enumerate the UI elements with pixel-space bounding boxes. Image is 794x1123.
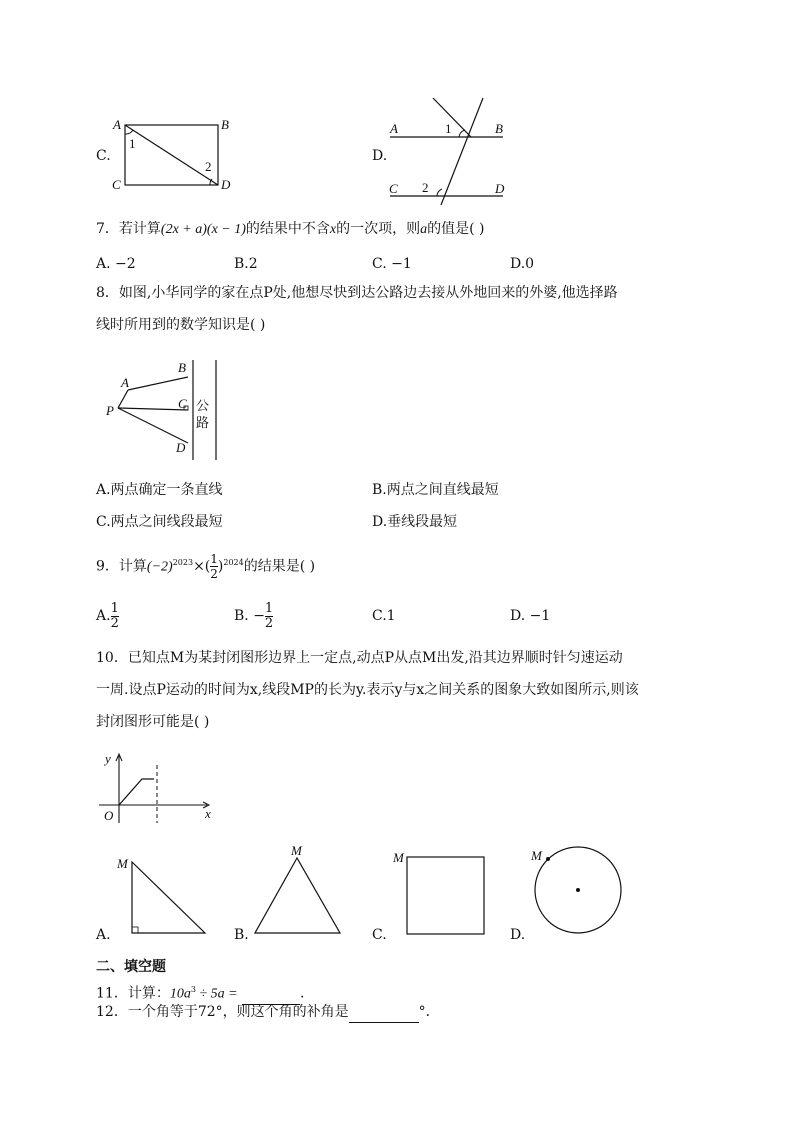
q8-option-d[interactable]: D.垂线段最短: [372, 514, 458, 530]
point-m-label: M: [531, 848, 542, 863]
q10-option-a[interactable]: A.: [96, 927, 111, 943]
line-d-label: D: [495, 181, 505, 196]
section-title: 二、填空题: [96, 959, 166, 975]
graph-x-label: x: [205, 806, 211, 821]
question-8-line2: 线时所用到的数学知识是( ): [96, 317, 266, 333]
option-c-label: C.: [96, 148, 111, 164]
vertex-b-label: B: [221, 117, 229, 132]
q8-option-c[interactable]: C.两点之间线段最短: [96, 514, 223, 530]
line-b-label: B: [495, 121, 503, 136]
point-m-label: M: [393, 850, 404, 865]
question-11: 11．计算：$10a^3 \div 5a$ = .: [96, 980, 304, 1005]
vertex-c-label: C: [112, 177, 121, 192]
point-d-label: D: [176, 440, 186, 455]
question-9: 9．计算$(-2)^{2023}\times$( $\frac{1}{2}$ )$^{2024}$的结果是( ): [96, 552, 316, 582]
question-10-line3: 封闭图形可能是( ): [96, 714, 210, 730]
point-m-label: M: [291, 843, 302, 858]
angle-1-label: 1: [129, 136, 136, 151]
line-c-label: C: [389, 181, 398, 196]
question-7: 7．若计算(2x + a)(x − 1)的结果中不含x的一次项，则a的值是( ): [96, 221, 485, 237]
point-p-label: P: [106, 403, 114, 418]
q10-option-b[interactable]: B.: [234, 927, 249, 943]
q7-option-a[interactable]: A. −2: [96, 256, 136, 272]
q8-option-b[interactable]: B.两点之间直线最短: [372, 482, 499, 498]
q7-option-c[interactable]: C. −1: [372, 256, 412, 272]
point-a-label: A: [121, 375, 129, 390]
angle-2-label: 2: [205, 159, 212, 174]
q9-option-d[interactable]: D. −1: [510, 608, 551, 624]
vertex-d-label: D: [221, 177, 231, 192]
road-label: 公 路: [196, 399, 210, 431]
question-10-line2: 一周.设点P运动的时间为x,线段MP的长为y.表示y与x之间关系的图象大致如图所示,则该: [96, 682, 639, 698]
q10-option-c[interactable]: C.: [372, 927, 387, 943]
q9-option-c[interactable]: C.1: [372, 608, 396, 624]
answer-blank[interactable]: [349, 1002, 419, 1023]
line-a-label: A: [390, 121, 398, 136]
point-b-label: B: [178, 360, 186, 375]
vertex-a-label: A: [113, 117, 121, 132]
q7-option-b[interactable]: B.2: [234, 256, 258, 272]
q9-option-b[interactable]: B. − $\frac{1}{2}$: [234, 600, 274, 631]
q8-road-figure: [100, 355, 230, 465]
question-12: 12．一个角等于72°，则这个角的补角是 °．: [96, 1002, 440, 1023]
q9-option-a[interactable]: A. $\frac{1}{2}$: [96, 600, 119, 631]
angle-1-label: 1: [445, 121, 452, 136]
point-m-label: M: [117, 856, 128, 871]
question-10-line1: 10．已知点M为某封闭图形边界上一定点,动点P从点M出发,沿其边界顺时针匀速运动: [96, 650, 623, 666]
graph-y-label: y: [105, 751, 111, 766]
question-8-line1: 8．如图,小华同学的家在点P处,他想尽快到达公路边去接从外地回来的外婆,他选择路: [96, 285, 618, 301]
option-d-label: D.: [372, 148, 388, 164]
graph-origin-label: O: [104, 808, 114, 823]
point-c-label: C: [178, 396, 187, 411]
circle-shape: [530, 845, 625, 940]
q8-option-a[interactable]: A.两点确定一条直线: [96, 482, 223, 498]
q10-option-d[interactable]: D.: [510, 927, 526, 943]
square-shape: [400, 852, 490, 937]
angle-2-label: 2: [422, 180, 429, 195]
right-triangle-shape: [125, 855, 215, 937]
equilateral-triangle-shape: [250, 855, 345, 937]
q7-option-d[interactable]: D.0: [510, 256, 535, 272]
